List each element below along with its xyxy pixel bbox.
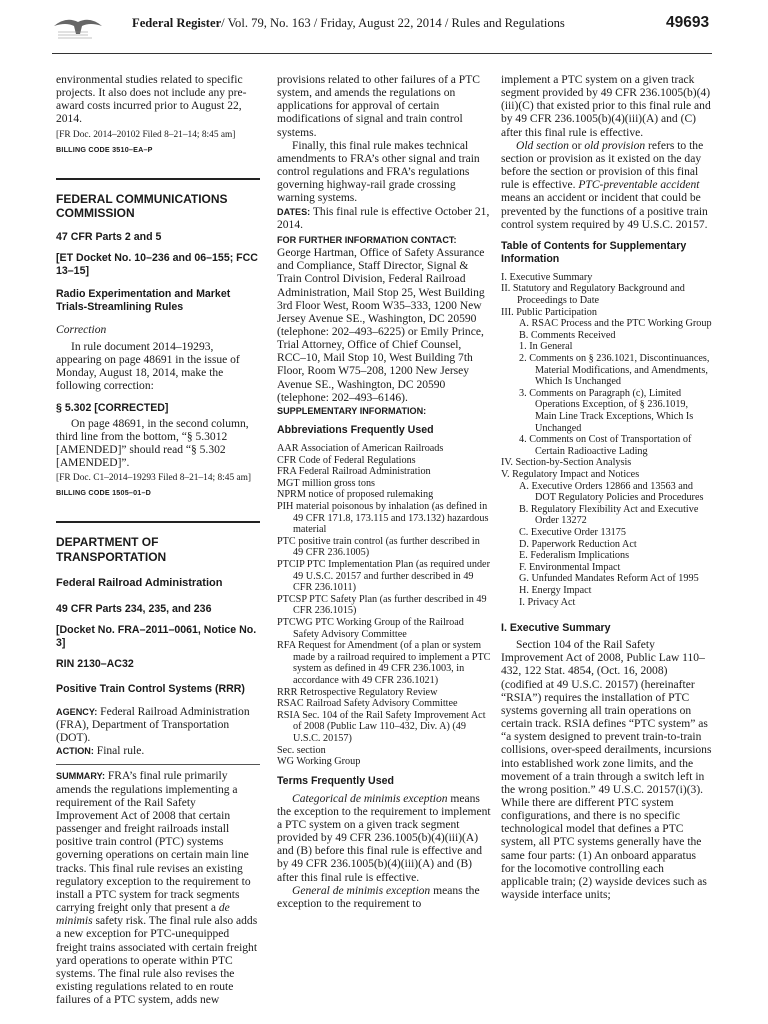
table-of-contents <box>501 272 712 608</box>
action-text: Final rule. <box>96 745 145 758</box>
docket-number: [Docket No. FRA–2011–0061, Notice No. 3] <box>56 623 257 649</box>
toc-item: V. Regulatory Impact and Notices <box>501 468 640 480</box>
body-paragraph: provisions related to other failures of a PTC system, and amends the regulations on applications for approval of certain modifications of signal and train control systems. <box>277 74 480 139</box>
abbreviation-item: Sec. section <box>277 744 326 756</box>
divider <box>56 764 260 765</box>
toc-item: 3. Comments on Paragraph (c), Limited Operations Exception, of § 236.1019, Main Line Track Exceptions, Which Is Unchanged <box>519 387 694 434</box>
agency-name: DEPARTMENT OF TRANSPORTATION <box>56 535 167 564</box>
sub-agency: Federal Railroad Administration <box>56 577 223 590</box>
section-heading: § 5.302 [CORRECTED] <box>56 401 169 414</box>
toc-item: 1. In General <box>519 341 573 353</box>
billing-code: BILLING CODE 1505–01–D <box>56 488 152 498</box>
rin-number: RIN 2130–AC32 <box>56 657 134 670</box>
contact-text: George Hartman, Office of Safety Assurance and Compliance, Staff Director, Signal & Train Control Division, Federal Railroad Administration, Mail Stop 25, West Building 3rd Floor West, Room W35–333, 1200 New Jersey Avenue SE., Washington, DC 20590 (telephone: 202–493–6225) or Emily Prince, Trial Attorney, Office of Chief Counsel, RCC–10, Mail Stop 10, West Building 7th Floor, Room W75–208, 1200 New Jersey Avenue SE., Washington, DC 20590 (telephone: 202–493–6146). <box>277 247 485 404</box>
supplementary-label: SUPPLEMENTARY INFORMATION: <box>277 405 427 416</box>
toc-item: B. Regulatory Flexibility Act and Executive Order 13272 <box>519 503 699 527</box>
toc-item: A. Executive Orders 12866 and 13563 and DOT Regulatory Policies and Procedures <box>519 480 704 504</box>
executive-summary-text: Section 104 of the Rail Safety Improvement Act of 2008, Public Law 110–432, 122 Stat. 4854, (Oct. 16, 2008) (codified at 49 U.S.C. 20157) (hereinafter “RSIA”) requires the installation of PTC systems governing all train operations on certain track. RSIA defines “PTC system” as “a system designed to prevent train-to-train collisions, over-speed derailments, incursions into established work zone limits, and the movement of a train through a switch left in the wrong position.” 49 U.S.C. 20157(i)(3). While there are different PTC system configurations, and there is no specific technological model that defines a PTC system, all PTC systems generally have the same four parts: (1) An onboard apparatus for the locomotive controlling each applicable train; (2) wayside devices such as wayside interface units; <box>501 639 712 902</box>
column-1 <box>56 74 260 1007</box>
terms-heading: Terms Frequently Used <box>277 774 394 787</box>
intro-paragraph: environmental studies related to specific projects. It also does not include any pre-award costs incurred prior to August 22, 2014. <box>56 74 247 126</box>
action-line <box>56 745 260 758</box>
section-rule <box>56 178 260 180</box>
toc-item: 2. Comments on § 236.1021, Discontinuances, Material Modifications, and Amendments, Which Is Unchanged <box>519 353 710 388</box>
column-2 <box>277 74 491 911</box>
page-number: 49693 <box>666 14 710 31</box>
fr-doc-line: [FR Doc. 2014–20102 Filed 8–21–14; 8:45 am] <box>56 129 236 140</box>
toc-item: E. Federalism Implications <box>519 550 630 562</box>
toc-item: B. Comments Received <box>519 329 616 341</box>
abbreviations-list <box>277 443 491 768</box>
contact-label: FOR FURTHER INFORMATION CONTACT: <box>277 234 457 245</box>
agency-name: FEDERAL COMMUNICATIONS COMMISSION <box>56 191 228 221</box>
term-definition: Categorical de minimis exception means the exception to the requirement to implement a PTC system on a given track segment provided by 49 CFR 236.1005(b)(4)(iii)(A) and (B) before this final rule is effective and by 49 CFR 236.1005(b)(4)(iii)(A) and (B) after this final rule is effective. <box>277 792 491 884</box>
toc-item: F. Environmental Impact <box>519 561 621 573</box>
dates-label: DATES: <box>277 206 311 217</box>
column-3 <box>501 74 712 902</box>
abbreviation-item: WG Working Group <box>277 756 361 768</box>
abbreviation-item: RFA Request for Amendment (of a plan or system made by a railroad required to implement a PTC system as defined in 49 CFR 236.1003, in accordance with 49 CFR 236.1021) <box>277 640 491 686</box>
cfr-parts: 49 CFR Parts 234, 235, and 236 <box>56 602 212 615</box>
summary-label: SUMMARY: <box>56 771 105 782</box>
header-rule <box>52 53 712 54</box>
rule-title: Radio Experimentation and Market Trials-Streamlining Rules <box>56 287 231 313</box>
abbreviation-item: RSAC Railroad Safety Advisory Committee <box>277 698 458 710</box>
abbreviation-item: PTCWG PTC Working Group of the Railroad Safety Advisory Committee <box>277 616 464 640</box>
abbreviation-item: CFR Code of Federal Regulations <box>277 454 416 466</box>
term-definition: General de minimis exception means the exception to the requirement to <box>277 884 480 910</box>
toc-item: III. Public Participation <box>501 306 597 318</box>
abbreviation-item: PTCSP PTC Safety Plan (as further described in 49 CFR 236.1015) <box>277 593 487 617</box>
docket-number: [ET Docket No. 10–236 and 06–155; FCC 13–15] <box>56 251 258 277</box>
toc-item: D. Paperwork Reduction Act <box>519 538 637 550</box>
section-rule <box>56 521 260 523</box>
running-head <box>132 16 565 31</box>
journal-name: Federal Register <box>132 16 222 30</box>
toc-item: G. Unfunded Mandates Reform Act of 1995 <box>519 573 699 585</box>
abbreviation-item: FRA Federal Railroad Administration <box>277 466 431 478</box>
abbreviation-item: AAR Association of American Railroads <box>277 443 444 455</box>
dates-line <box>277 206 491 232</box>
summary-paragraph: SUMMARY: FRA’s final rule primarily amends the regulations implementing a requirement of the Rail Safety Improvement Act of 2008 that certain passenger and freight railroads install positive train control (PTC) systems governing operations on certain main line tracks. This final rule revises an existing regulatory exception to the requirement to install a PTC system for track segments carrying freight only that present a de minimis safety risk. The final rule also adds a new exception for PTC-unequipped freight trains associated with certain freight yard operations to operate within PTC systems. The final rule also revises the existing regulations related to en route failures of a PTC system, adds new <box>56 770 258 1007</box>
correction-body-2: On page 48691, in the second column, third line from the bottom, “§ 5.3012 [AMENDED]” should read “§ 5.302 [AMENDED]”. <box>56 417 249 470</box>
toc-heading: Table of Contents for Supplementary Information <box>501 239 687 265</box>
correction-label: Correction <box>56 323 107 336</box>
abbreviation-item: RSIA Sec. 104 of the Rail Safety Improvement Act of 2008 (Public Law 110–432, Div. A) (49 U.S.C. 20157) <box>277 709 486 744</box>
correction-body: In rule document 2014–19293, appearing on page 48691 in the issue of Monday, August 18, 2014, make the following correction: <box>56 340 240 393</box>
billing-code: BILLING CODE 3510–EA–P <box>56 144 153 154</box>
body-paragraph: Finally, this final rule makes technical amendments to FRA’s other signal and train control regulations and FRA’s regulations governing highway-rail grade crossing warning systems. <box>277 139 480 205</box>
toc-item: I. Privacy Act <box>519 596 576 608</box>
definitions-paragraph: Old section or old provision refers to the section or provision as it existed on the day before the section or provision of this final rule is effective. PTC-preventable accident means an accident or incident that could be prevented by the functions of a positive train control system required by 49 U.S.C. 20157. <box>501 139 708 231</box>
executive-summary-heading: I. Executive Summary <box>501 622 611 635</box>
page-header <box>0 16 768 46</box>
agency-text: Federal Railroad Administration (FRA), Department of Transportation (DOT). <box>56 705 250 745</box>
abbreviation-item: PTCIP PTC Implementation Plan (as required under 49 U.S.C. 20157 and further described in 49 CFR 236.1011) <box>277 559 490 594</box>
toc-item: H. Energy Impact <box>519 584 592 596</box>
toc-item: 4. Comments on Cost of Transportation of Certain Radioactive Lading <box>519 434 692 457</box>
agency-label: AGENCY: <box>56 706 98 717</box>
abbreviation-item: MGT million gross tons <box>277 477 376 489</box>
toc-item: IV. Section-by-Section Analysis <box>501 457 632 469</box>
toc-item: II. Statutory and Regulatory Background and Proceedings to Date <box>501 283 685 307</box>
abbreviation-item: RRR Retrospective Regulatory Review <box>277 686 438 698</box>
fr-doc-line: [FR Doc. C1–2014–19293 Filed 8–21–14; 8:45 am] <box>56 473 252 484</box>
cfr-parts: 47 CFR Parts 2 and 5 <box>56 230 162 243</box>
action-label: ACTION: <box>56 746 94 757</box>
dates-text: This final rule is effective October 21, 2014. <box>277 205 490 231</box>
abbreviation-item: PTC positive train control (as further described in 49 CFR 236.1005) <box>277 535 480 559</box>
toc-item: I. Executive Summary <box>501 271 593 283</box>
abbreviation-item: PIH material poisonous by inhalation (as defined in 49 CFR 171.8, 173.115 and 173.132) hazardous material <box>277 501 489 536</box>
agency-line <box>56 706 260 745</box>
issue-info: / Vol. 79, No. 163 / Friday, August 22, 2014 / Rules and Regulations <box>221 16 565 30</box>
toc-item: A. RSAC Process and the PTC Working Group <box>519 318 712 330</box>
toc-item: C. Executive Order 13175 <box>519 526 626 538</box>
abbreviations-heading: Abbreviations Frequently Used <box>277 424 434 437</box>
body-paragraph: implement a PTC system on a given track segment provided by 49 CFR 236.1005(b)(4)(iii)(C) that existed prior to this final rule and by 49 CFR 236.1005(b)(4)(iii)(A) and (C) after this final rule is effective. <box>501 74 711 139</box>
abbreviation-item: NPRM notice of proposed rulemaking <box>277 489 434 501</box>
rule-title: Positive Train Control Systems (RRR) <box>56 682 245 695</box>
